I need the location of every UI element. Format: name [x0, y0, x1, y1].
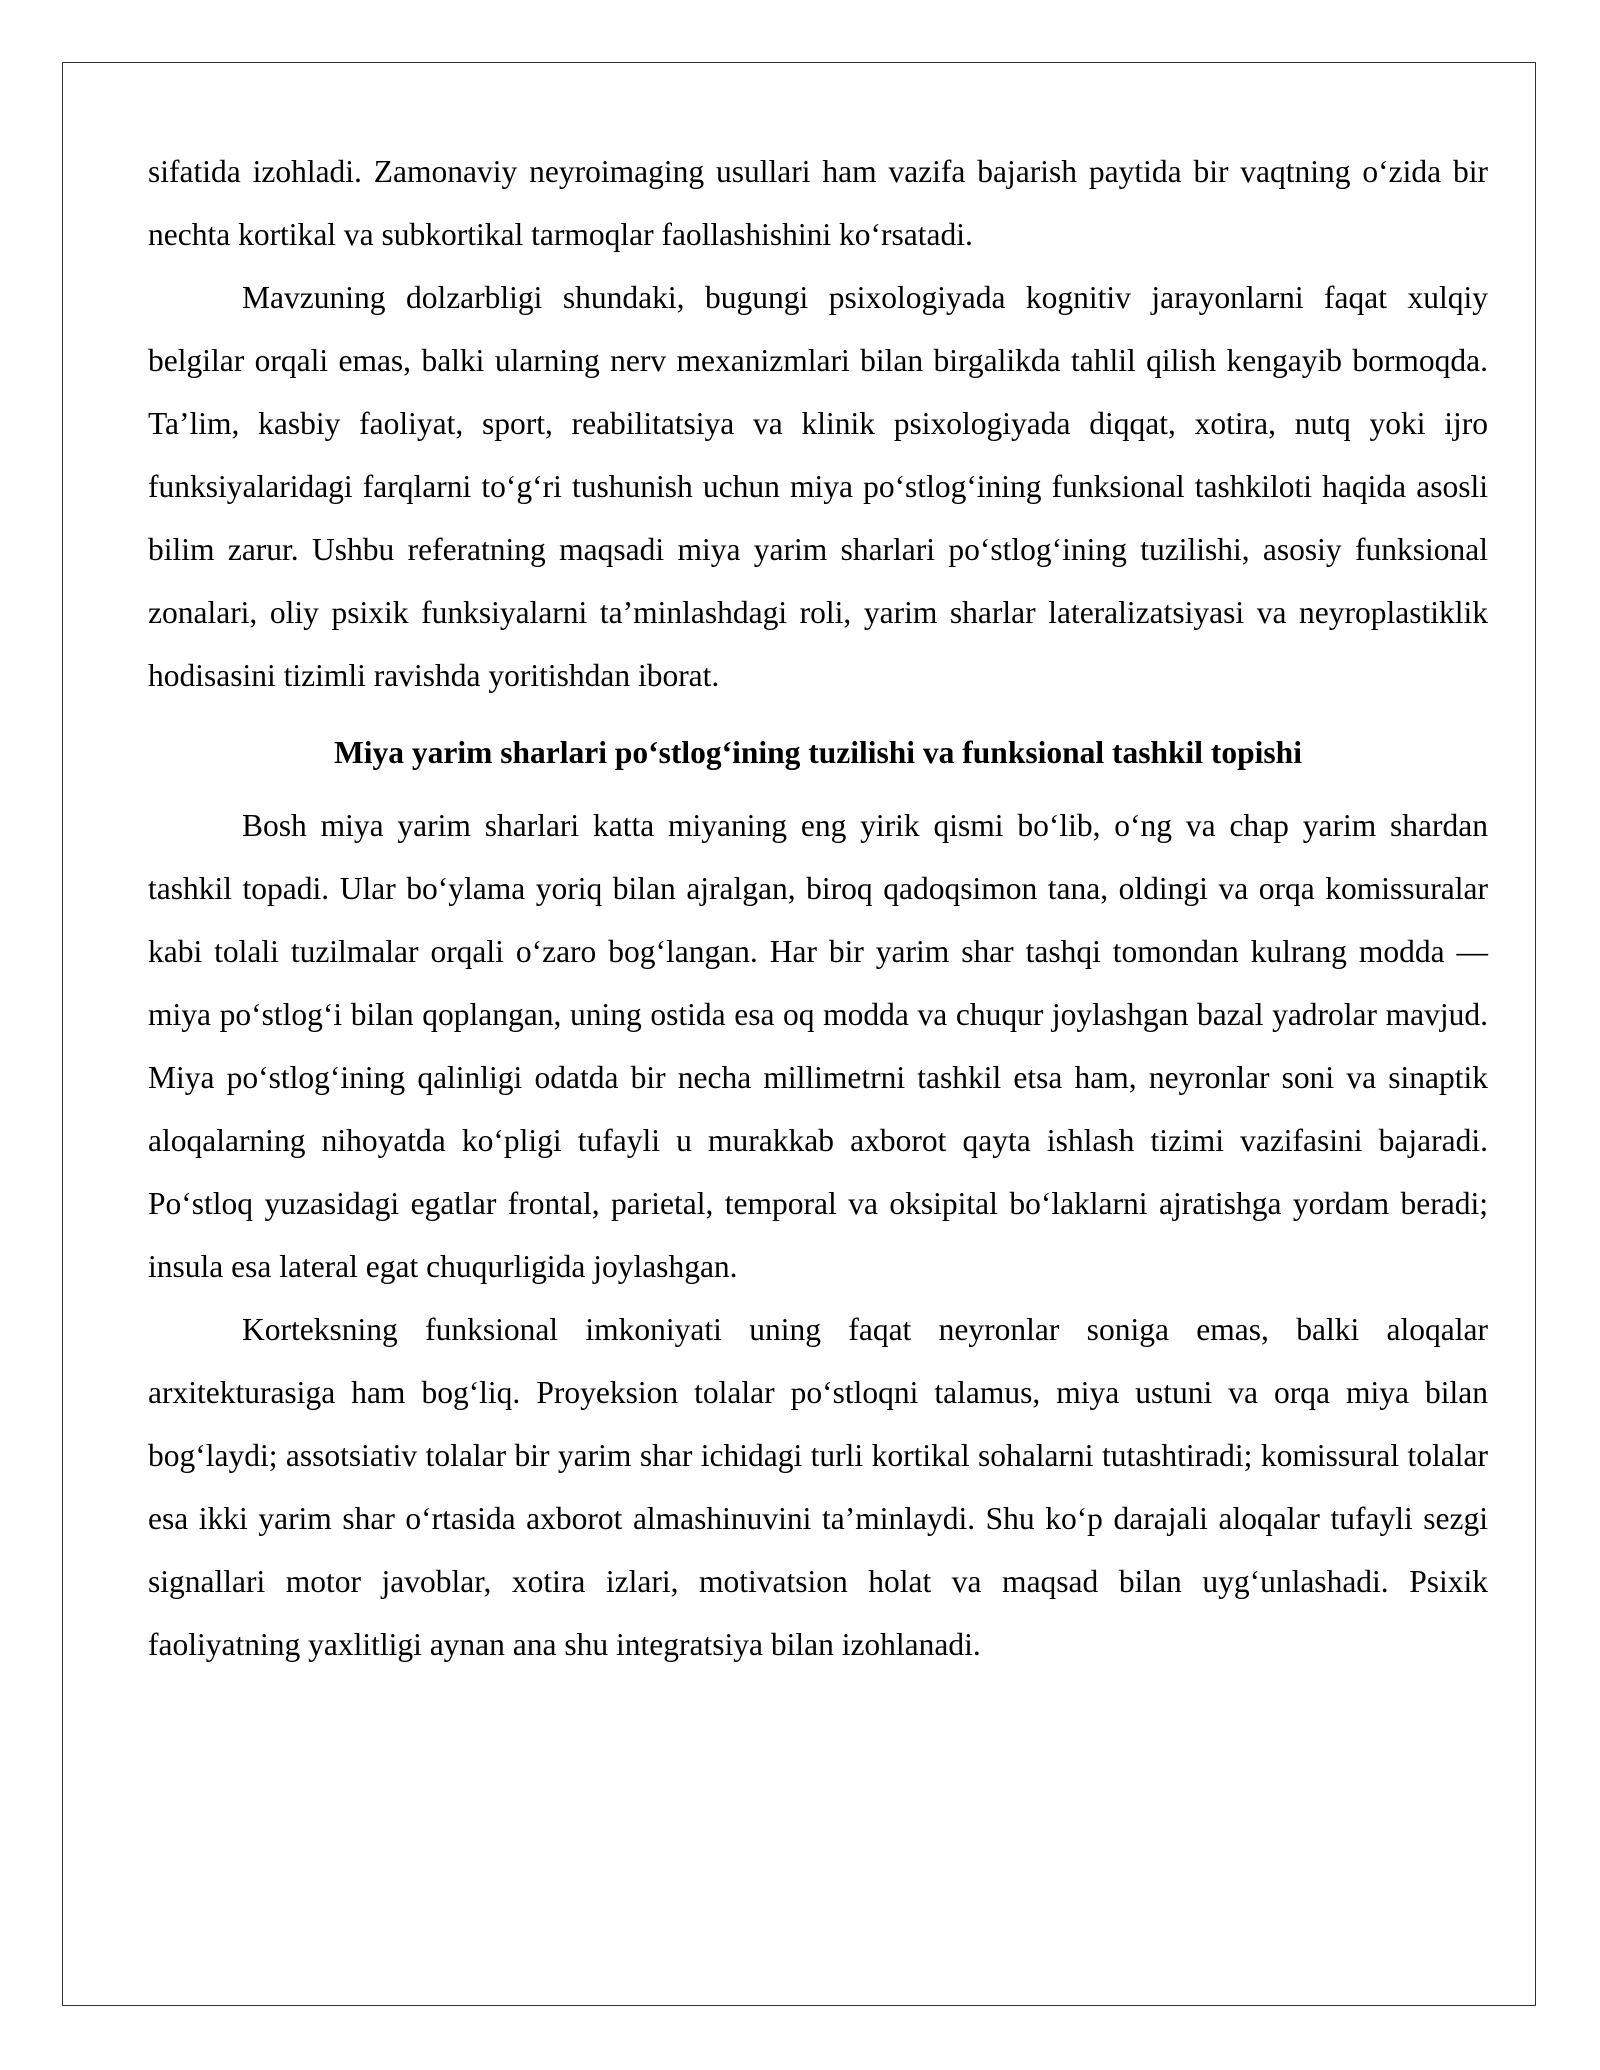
paragraph-hemispheres-structure: Bosh miya yarim sharlari katta miyaning eng yirik qismi boʻlib, oʻng va chap yarim shardan tashkil topadi. Ular boʻylama yoriq bilan ajralgan, biroq qadoqsimon tana, oldingi va orqa komissuralar kabi tolali tuzilmalar orqali oʻzaro bogʻlangan. Har bir yarim shar tashqi tomondan kulrang modda — miya poʻstlogʻi bilan qoplangan, uning ostida esa oq modda va chuqur joylashgan bazal yadrolar mavjud. Miya poʻstlogʻining qalinligi odatda bir necha millimetrni tashkil etsa ham, neyronlar soni va sinaptik aloqalarning nihoyatda koʻpligi tufayli u murakkab axborot qayta ishlash tizimi vazifasini bajaradi. Poʻstloq yuzasidagi egatlar frontal, parietal, temporal va oksipital boʻlaklarni ajratishga yordam beradi; insula esa lateral egat chuqurligida joylashgan. [148, 808, 1488, 1284]
document-body [148, 140, 1488, 1676]
paragraph-cortex-connections: Korteksning funksional imkoniyati uning faqat neyronlar soniga emas, balki aloqalar arxitekturasiga ham bogʻliq. Proyeksion tolalar poʻstloqni talamus, miya ustuni va orqa miya bilan bogʻlaydi; assotsiativ tolalar bir yarim shar ichidagi turli kortikal sohalarni tutashtiradi; komissural tolalar esa ikki yarim shar oʻrtasida axborot almashinuvini taʼminlaydi. Shu koʻp darajali aloqalar tufayli sezgi signallari motor javoblar, xotira izlari, motivatsion holat va maqsad bilan uygʻunlashadi. Psixik faoliyatning yaxlitligi aynan ana shu integratsiya bilan izohlanadi. [148, 1312, 1488, 1662]
section-heading: Miya yarim sharlari poʻstlogʻining tuzilishi va funksional tashkil topishi [334, 735, 1302, 770]
paragraph-intro-continuation: sifatida izohladi. Zamonaviy neyroimaging usullari ham vazifa bajarish paytida bir vaqtning oʻzida bir nechta kortikal va subkortikal tarmoqlar faollashishini koʻrsatadi. [148, 154, 1488, 252]
paragraph-relevance: Mavzuning dolzarbligi shundaki, bugungi psixologiyada kognitiv jarayonlarni faqat xulqiy belgilar orqali emas, balki ularning nerv mexanizmlari bilan birgalikda tahlil qilish kengayib bormoqda. Taʼlim, kasbiy faoliyat, sport, reabilitatsiya va klinik psixologiyada diqqat, xotira, nutq yoki ijro funksiyalaridagi farqlarni toʻgʻri tushunish uchun miya poʻstlogʻining funksional tashkiloti haqida asosli bilim zarur. Ushbu referatning maqsadi miya yarim sharlari poʻstlogʻining tuzilishi, asosiy funksional zonalari, oliy psixik funksiyalarni taʼminlashdagi roli, yarim sharlar lateralizatsiyasi va neyroplastiklik hodisasini tizimli ravishda yoritishdan iborat. [148, 280, 1488, 693]
